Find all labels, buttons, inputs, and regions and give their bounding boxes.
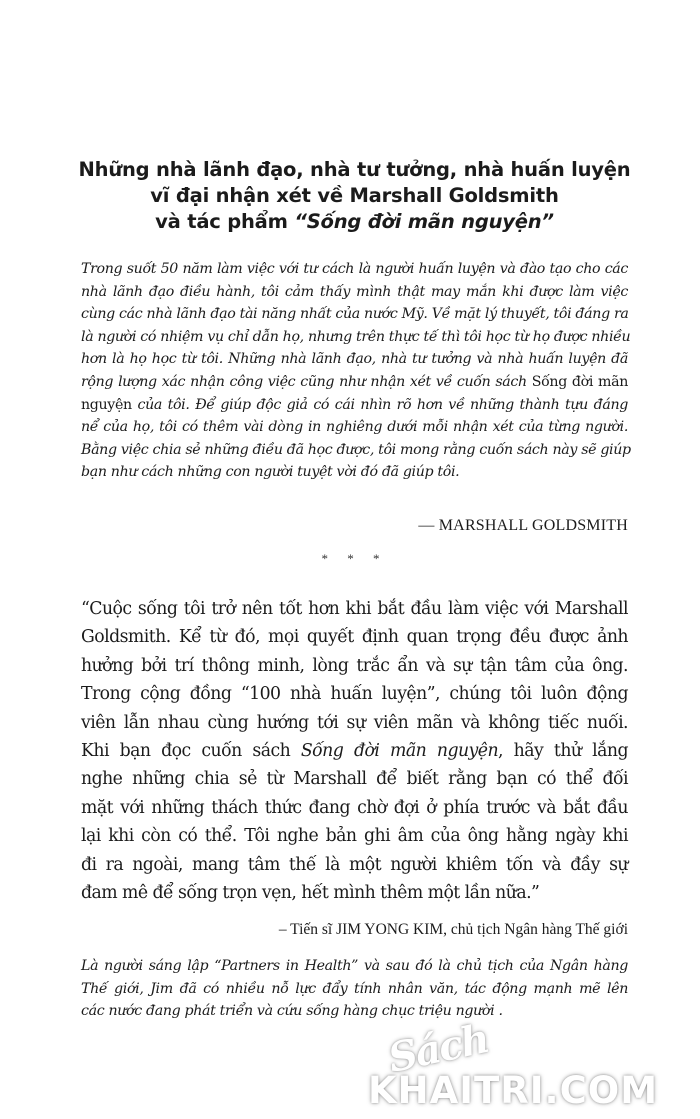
intro-book-title-part-2: nguyện <box>81 396 132 413</box>
book-title: “Sống đời mãn nguyện” <box>294 210 554 233</box>
quote-line: hưởng bởi trí thông minh, lòng trắc ẩn và sự tận tâm của ông. <box>81 655 628 676</box>
intro-line: bạn như cách những con người tuyệt vời đó đã giúp tôi. <box>81 464 460 481</box>
quote-line: nghe những chia sẻ từ Marshall để biết rằng bạn có thể đối <box>81 769 628 790</box>
quote-line: “Cuộc sống tôi trở nên tốt hơn khi bắt đầu làm việc với Marshall <box>81 599 628 619</box>
intro-line: là người có nhiệm vụ chỉ dẫn họ, nhưng trên thực tế thì tôi học từ họ được nhiều <box>81 328 631 345</box>
intro-line-7-suffix: của tôi. Để giúp độc giả có cái nhìn rõ hơn về những thành tựu đáng <box>131 396 628 413</box>
watermark-script: Sách <box>384 1015 493 1082</box>
quote-line <box>81 737 628 765</box>
quote-line: viên lẫn nhau cùng hướng tới sự viên mãn và không tiếc nuối. <box>81 712 628 733</box>
author-introduction <box>81 258 631 484</box>
quote-line: đam mê để sống trọn vẹn, hết mình thêm một lần nữa.” <box>81 883 540 904</box>
intro-line: nhà lãnh đạo điều hành, tôi cảm thấy mình thật may mắn khi được làm việc <box>81 283 628 300</box>
title-line-1: Những nhà lãnh đạo, nhà tư tưởng, nhà huấn luyện <box>78 158 631 181</box>
intro-line: nể của họ, tôi có thêm vài dòng in nghiêng dưới mỗi nhận xét của từng người. <box>81 419 628 436</box>
section-separator: * * * <box>321 551 388 566</box>
quote-line: Trong cộng đồng “100 nhà huấn luyện”, chúng tôi luôn động <box>81 684 628 705</box>
endorser-bio <box>81 955 628 1023</box>
intro-line: cùng các nhà lãnh đạo tài năng nhất của nước Mỹ. Về mặt lý thuyết, tôi đáng ra <box>81 306 629 323</box>
watermark-text: KHAITRI.COM <box>368 1069 659 1112</box>
intro-line: hơn là họ học từ tôi. Những nhà lãnh đạo, nhà tư tưởng và nhà huấn luyện đã <box>81 351 628 368</box>
watermark-logo <box>360 1015 700 1119</box>
bio-line: các nước đang phát triển và cứu sống hàng chục triệu người . <box>81 1003 503 1020</box>
intro-signature: — MARSHALL GOLDSMITH <box>418 517 628 534</box>
quote-book-title: Sống đời mãn nguyện <box>300 741 499 762</box>
intro-line <box>81 371 628 394</box>
intro-line: Bằng việc chia sẻ những điều đã học được, tôi mong rằng cuốn sách này sẽ giúp <box>81 441 631 458</box>
bio-line: Thế giới, Jim đã có nhiều nỗ lực đẩy tính nhân văn, tác động mạnh mẽ lên <box>81 980 628 997</box>
title-line-3-prefix: và tác phẩm <box>155 210 295 233</box>
title-line-2: vĩ đại nhận xét về Marshall Goldsmith <box>150 184 559 207</box>
title-line-3 <box>71 209 638 235</box>
quote-line: lại khi còn có thể. Tôi nghe bản ghi âm của ông hằng ngày khi <box>81 826 628 847</box>
intro-line: Trong suốt 50 năm làm việc với tư cách là người huấn luyện và đào tạo cho các <box>81 261 628 277</box>
quote-line-6-prefix: Khi bạn đọc cuốn sách <box>81 741 301 762</box>
bio-line: Là người sáng lập “Partners in Health” và sau đó là chủ tịch của Ngân hàng <box>81 958 628 974</box>
quote-line: đi ra ngoài, mang tâm thế là một người khiêm tốn và đầy sự <box>81 854 628 875</box>
intro-book-title-part-1: Sống đời mãn <box>531 373 628 390</box>
testimonial-quote <box>81 595 628 907</box>
quote-line: Goldsmith. Kể từ đó, mọi quyết định quan trọng đều được ảnh <box>81 627 628 648</box>
intro-line <box>81 394 628 417</box>
quote-line: mặt với những thách thức đang chờ đợi ở phía trước và bắt đầu <box>81 797 628 818</box>
intro-line-6-prefix: rộng lượng xác nhận công việc cũng như nhận xét về cuốn sách <box>81 373 532 390</box>
quote-line-6-suffix: , hãy thử lắng <box>498 741 628 762</box>
quote-attribution: – Tiến sĩ JIM YONG KIM, chủ tịch Ngân hàng Thế giới <box>278 921 628 938</box>
page-title <box>71 157 638 235</box>
